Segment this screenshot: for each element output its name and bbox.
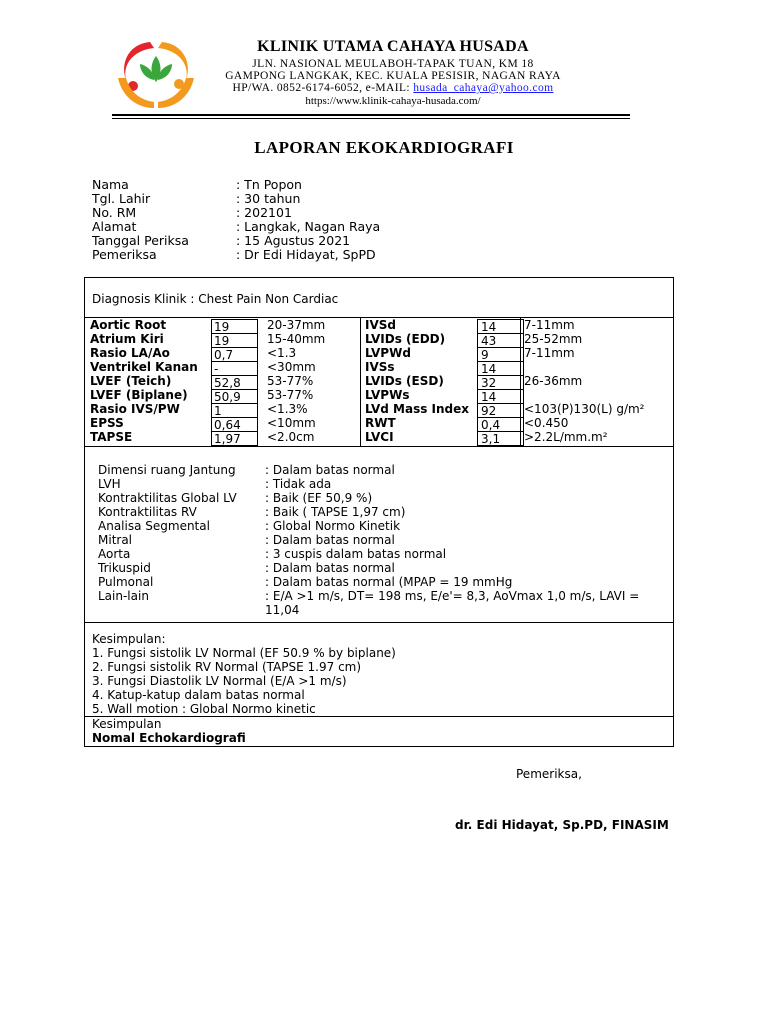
signature-name: dr. Edi Hidayat, Sp.PD, FINASIM — [455, 818, 669, 832]
l-val-6: 1 — [214, 404, 222, 418]
patient-value: : 30 tahun — [236, 191, 301, 206]
l-ref-4: 53-77% — [267, 374, 314, 388]
finding-value: : Dalam batas normal — [265, 561, 395, 575]
clinic-address-2: GAMPONG LANGKAK, KEC. KUALA PESISIR, NAGAN RAYA — [225, 70, 561, 82]
patient-row — [92, 220, 492, 234]
r-name-2: LVPWd — [365, 346, 411, 360]
r-name-0: IVSd — [365, 318, 396, 332]
finding-value: : Dalam batas normal (MPAP = 19 mmHg — [265, 575, 513, 589]
l-name-3: Ventrikel Kanan — [90, 360, 198, 374]
finding-label: LVH — [98, 477, 121, 491]
l-ref-1: 15-40mm — [267, 332, 326, 346]
clinic-contact — [210, 82, 576, 95]
header-rule-thin — [112, 118, 630, 119]
diagnosis-text: Diagnosis Klinik : Chest Pain Non Cardiac — [92, 292, 339, 306]
patient-row — [92, 206, 492, 220]
patient-row — [92, 178, 492, 192]
r-ref-0: 7-11mm — [524, 318, 575, 332]
l-name-0: Aortic Root — [90, 318, 167, 332]
patient-label: Tgl. Lahir — [92, 191, 151, 206]
finding-value: : 3 cuspis dalam batas normal — [265, 547, 447, 561]
diagnosis-box — [84, 277, 674, 318]
finding-value: : Tidak ada — [265, 477, 332, 491]
r-ref-6: <103(P)130(L) g/m² — [524, 402, 645, 416]
r-name-3: IVSs — [365, 360, 395, 374]
clinic-address-1: JLN. NASIONAL MEULABOH-TAPAK TUAN, KM 18 — [252, 58, 534, 70]
patient-label: Nama — [92, 177, 129, 192]
r-name-4: LVIDs (ESD) — [365, 374, 444, 388]
signature-label: Pemeriksa, — [516, 767, 582, 781]
patient-value: : Dr Edi Hidayat, SpPD — [236, 247, 376, 262]
conclusion-item: 2. Fungsi sistolik RV Normal (TAPSE 1.97 cm) — [92, 660, 362, 674]
l-name-1: Atrium Kiri — [90, 332, 164, 346]
r-name-5: LVPWs — [365, 388, 410, 402]
l-val-2: 0,7 — [214, 348, 234, 362]
finding-label: Dimensi ruang Jantung — [98, 463, 236, 477]
r-val-1: 43 — [481, 334, 497, 348]
patient-row — [92, 192, 492, 206]
r-name-1: LVIDs (EDD) — [365, 332, 446, 346]
report-title: LAPORAN EKOKARDIOGRAFI — [254, 138, 514, 157]
l-name-7: EPSS — [90, 416, 124, 430]
l-val-4: 52,8 — [214, 376, 241, 390]
r-val-4: 32 — [481, 376, 497, 390]
l-ref-0: 20-37mm — [267, 318, 326, 332]
contact-prefix: HP/WA. 0852-6174-6052, e-MAIL: — [232, 82, 414, 94]
finding-value-cont: 11,04 — [265, 603, 300, 617]
finding-label: Pulmonal — [98, 575, 154, 589]
l-val-7: 0,64 — [214, 418, 241, 432]
finding-value: : Baik (EF 50,9 %) — [265, 491, 373, 505]
r-val-3: 14 — [481, 362, 497, 376]
patient-row — [92, 234, 492, 248]
header-rule — [112, 114, 630, 116]
finding-label: Trikuspid — [98, 561, 151, 575]
r-val-5: 14 — [481, 390, 497, 404]
r-name-8: LVCI — [365, 430, 394, 444]
finding-value: : Dalam batas normal — [265, 533, 395, 547]
patient-row — [92, 248, 492, 262]
l-ref-6: <1.3% — [267, 402, 308, 416]
email-link[interactable]: husada_cahaya@yahoo.com — [413, 82, 554, 94]
patient-label: Alamat — [92, 219, 137, 234]
finding-label: Analisa Segmental — [98, 519, 210, 533]
finding-value: : Global Normo Kinetik — [265, 519, 401, 533]
l-name-6: Rasio IVS/PW — [90, 402, 180, 416]
r-ref-2: 7-11mm — [524, 346, 575, 360]
r-val-2: 9 — [481, 348, 489, 362]
l-ref-3: <30mm — [267, 360, 316, 374]
clinic-logo — [110, 34, 202, 116]
patient-value: : 15 Agustus 2021 — [236, 233, 351, 248]
l-val-5: 50,9 — [214, 390, 241, 404]
clinic-name: KLINIK UTAMA CAHAYA HUSADA — [257, 38, 529, 55]
conclusion-heading: Kesimpulan: — [92, 632, 166, 646]
patient-label: No. RM — [92, 205, 137, 220]
r-val-8: 3,1 — [481, 432, 501, 446]
l-val-3: - — [214, 362, 219, 376]
r-ref-1: 25-52mm — [524, 332, 583, 346]
l-ref-8: <2.0cm — [267, 430, 315, 444]
l-name-5: LVEF (Biplane) — [90, 388, 188, 402]
r-ref-8: >2.2L/mm.m² — [524, 430, 608, 444]
finding-label: Aorta — [98, 547, 131, 561]
l-val-1: 19 — [214, 334, 230, 348]
r-name-7: RWT — [365, 416, 396, 430]
finding-label: Lain-lain — [98, 589, 149, 603]
summary-heading: Kesimpulan — [92, 717, 162, 731]
finding-value: : Dalam batas normal — [265, 463, 395, 477]
patient-value: : Tn Popon — [236, 177, 302, 192]
r-ref-7: <0.450 — [524, 416, 569, 430]
finding-value: : Baik ( TAPSE 1,97 cm) — [265, 505, 406, 519]
l-name-2: Rasio LA/Ao — [90, 346, 170, 360]
patient-label: Pemeriksa — [92, 247, 157, 262]
clinic-website[interactable]: https://www.klinik-cahaya-husada.com/ — [305, 95, 481, 107]
l-ref-5: 53-77% — [267, 388, 314, 402]
finding-label: Mitral — [98, 533, 133, 547]
l-ref-7: <10mm — [267, 416, 316, 430]
conclusion-item: 5. Wall motion : Global Normo kinetic — [92, 702, 316, 716]
l-name-4: LVEF (Teich) — [90, 374, 172, 388]
r-val-6: 92 — [481, 404, 497, 418]
l-val-0: 19 — [214, 320, 230, 334]
patient-info — [92, 178, 492, 262]
r-ref-4: 26-36mm — [524, 374, 583, 388]
conclusion-item: 3. Fungsi Diastolik LV Normal (E/A >1 m/s) — [92, 674, 347, 688]
finding-value: : E/A >1 m/s, DT= 198 ms, E/e'= 8,3, AoVmax 1,0 m/s, LAVI = — [265, 589, 640, 603]
r-name-6: LVd Mass Index — [365, 402, 470, 416]
conclusion-item: 1. Fungsi sistolik LV Normal (EF 50.9 % by biplane) — [92, 646, 396, 660]
table-divider — [360, 317, 361, 447]
finding-label: Kontraktilitas RV — [98, 505, 197, 519]
r-val-0: 14 — [481, 320, 497, 334]
l-name-8: TAPSE — [90, 430, 133, 444]
r-val-7: 0,4 — [481, 418, 501, 432]
conclusion-item: 4. Katup-katup dalam batas normal — [92, 688, 305, 702]
measurement-table — [84, 317, 674, 447]
l-ref-2: <1.3 — [267, 346, 297, 360]
patient-value: : 202101 — [236, 205, 292, 220]
summary-value: Nomal Echokardiografi — [92, 731, 246, 745]
patient-label: Tanggal Periksa — [92, 233, 189, 248]
patient-value: : Langkak, Nagan Raya — [236, 219, 381, 234]
finding-label: Kontraktilitas Global LV — [98, 491, 237, 505]
l-val-8: 1,97 — [214, 432, 241, 446]
